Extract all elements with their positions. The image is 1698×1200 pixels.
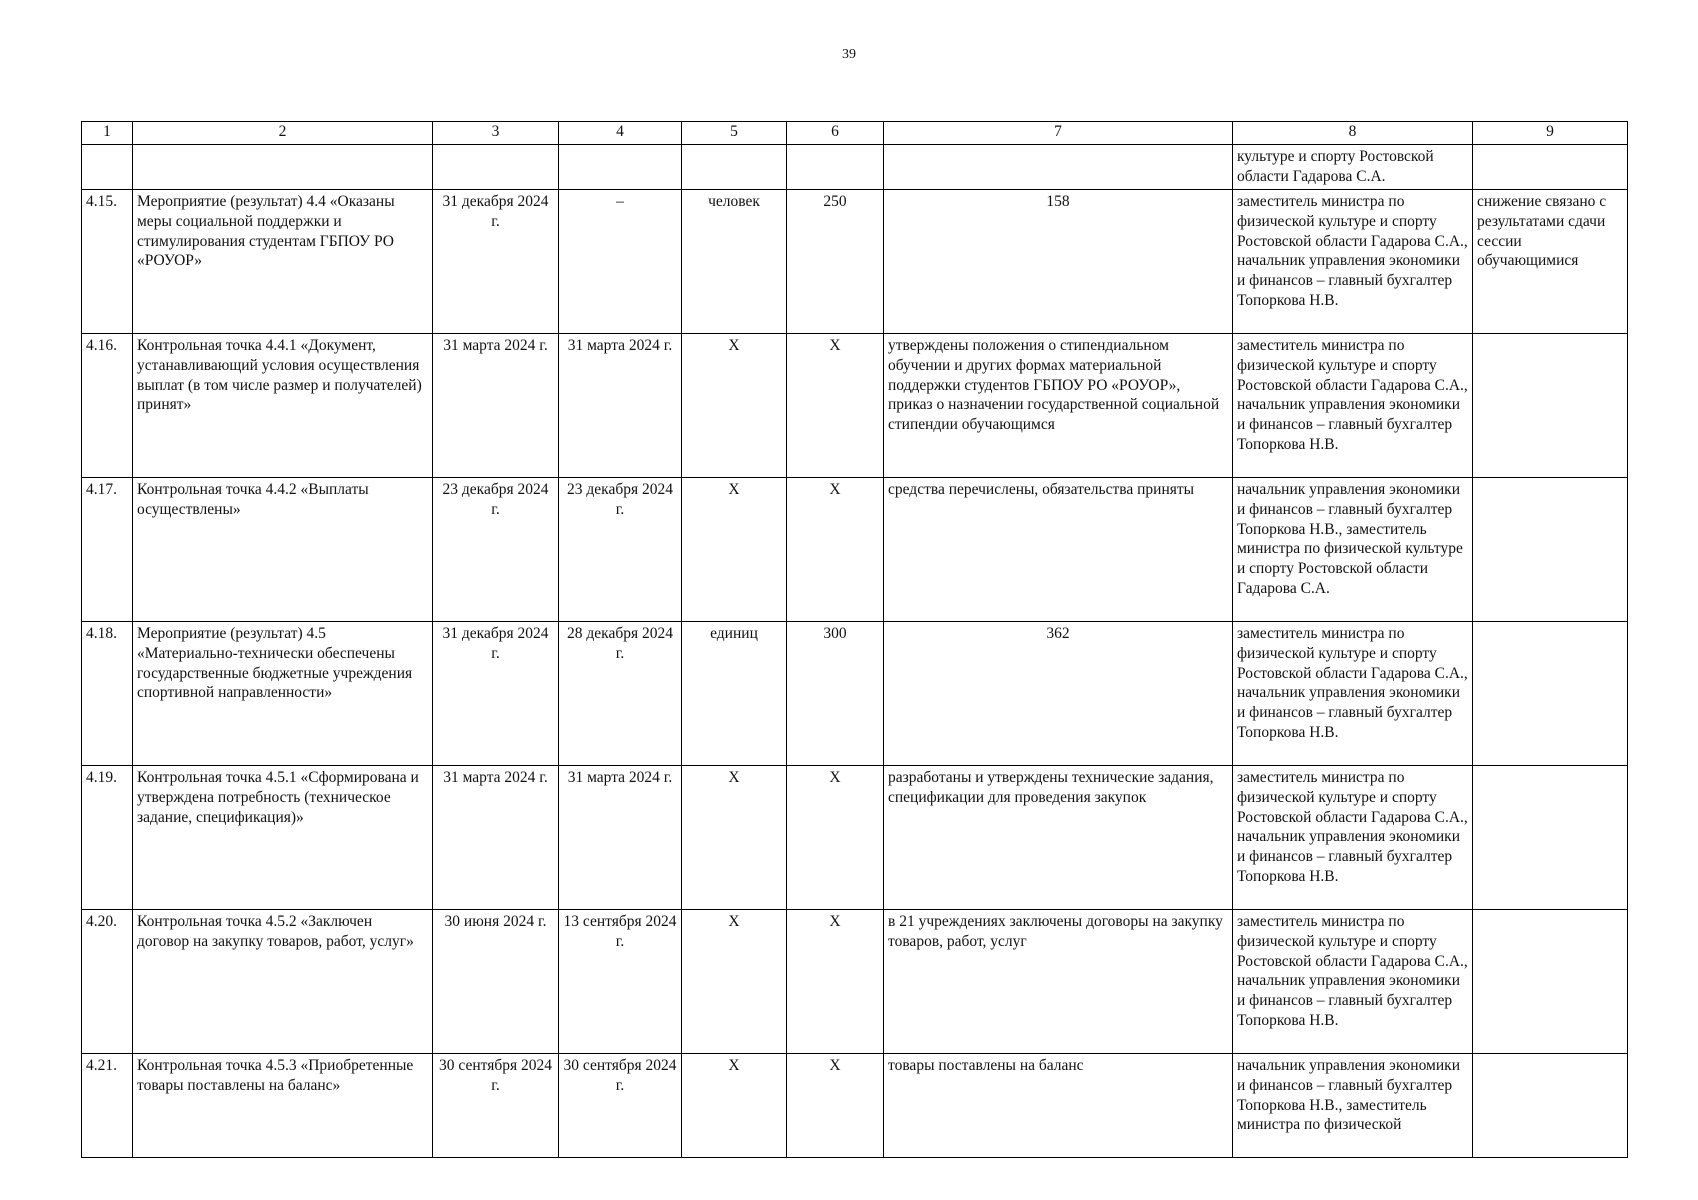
cell-plan-value: Х	[787, 910, 884, 1054]
cell-empty	[82, 145, 133, 190]
cell-responsible: начальник управления экономики и финансов – главный бухгалтер Топоркова Н.В., заместитель министра по физической культуре и спорту Ростовской области Гадарова С.А.	[1233, 478, 1473, 622]
cell-note	[1473, 478, 1628, 622]
cell-unit: Х	[682, 478, 787, 622]
cell-plan-date: 31 декабря 2024 г.	[433, 190, 559, 334]
cell-responsible: заместитель министра по физической культуре и спорту Ростовской области Гадарова С.А., начальник управления экономики и финансов – главный бухгалтер Топоркова Н.В.	[1233, 622, 1473, 766]
cell-title: Контрольная точка 4.4.1 «Документ, устанавливающий условия осуществления выплат (в том числе размер и получателей) принят»	[133, 334, 433, 478]
cell-empty	[433, 145, 559, 190]
cell-num: 4.19.	[82, 766, 133, 910]
cell-empty	[682, 145, 787, 190]
column-header: 6	[787, 122, 884, 145]
cell-result: 158	[884, 190, 1233, 334]
cell-note	[1473, 1054, 1628, 1158]
cell-result: разработаны и утверждены технические задания, спецификации для проведения закупок	[884, 766, 1233, 910]
table-row	[82, 622, 1628, 766]
column-header: 3	[433, 122, 559, 145]
cell-empty	[884, 145, 1233, 190]
cell-unit: Х	[682, 766, 787, 910]
cell-note: снижение связано с результатами сдачи сессии обучающимися	[1473, 190, 1628, 334]
header-row	[82, 122, 1628, 145]
cell-title: Контрольная точка 4.5.3 «Приобретенные товары поставлены на баланс»	[133, 1054, 433, 1158]
cell-unit: Х	[682, 1054, 787, 1158]
column-header: 7	[884, 122, 1233, 145]
cell-plan-date: 30 сентября 2024 г.	[433, 1054, 559, 1158]
cell-num: 4.21.	[82, 1054, 133, 1158]
cell-num: 4.16.	[82, 334, 133, 478]
cell-plan-value: 300	[787, 622, 884, 766]
cell-empty	[1473, 145, 1628, 190]
cell-result: утверждены положения о стипендиальном обучении и других формах материальной поддержки студентов ГБПОУ РО «РОУОР», приказ о назначении государственной социальной стипендии обучающимся	[884, 334, 1233, 478]
cell-note	[1473, 766, 1628, 910]
page-number: 39	[842, 47, 856, 62]
cell-plan-value: Х	[787, 1054, 884, 1158]
cell-num: 4.18.	[82, 622, 133, 766]
cell-result: товары поставлены на баланс	[884, 1054, 1233, 1158]
cell-fact-date: 31 марта 2024 г.	[559, 766, 682, 910]
table-row	[82, 766, 1628, 910]
cell-plan-value: Х	[787, 766, 884, 910]
cell-plan-value: Х	[787, 334, 884, 478]
cell-note	[1473, 622, 1628, 766]
cell-note	[1473, 334, 1628, 478]
cell-fact-date: 31 марта 2024 г.	[559, 334, 682, 478]
cell-responsible: начальник управления экономики и финансов – главный бухгалтер Топоркова Н.В., заместитель министра по физической	[1233, 1054, 1473, 1158]
cell-plan-value: 250	[787, 190, 884, 334]
cell-title: Мероприятие (результат) 4.4 «Оказаны меры социальной поддержки и стимулирования студентам ГБПОУ РО «РОУОР»	[133, 190, 433, 334]
table-row	[82, 910, 1628, 1054]
cell-title: Мероприятие (результат) 4.5 «Материально-технически обеспечены государственные бюджетные учреждения спортивной направленности»	[133, 622, 433, 766]
cell-title: Контрольная точка 4.4.2 «Выплаты осуществлены»	[133, 478, 433, 622]
table-row	[82, 334, 1628, 478]
cell-note	[1473, 910, 1628, 1054]
report-table	[81, 121, 1628, 1158]
cell-empty	[559, 145, 682, 190]
cell-num: 4.17.	[82, 478, 133, 622]
cell-unit: Х	[682, 334, 787, 478]
cell-fact-date: 28 декабря 2024 г.	[559, 622, 682, 766]
cell-result: средства перечислены, обязательства приняты	[884, 478, 1233, 622]
cell-unit: единиц	[682, 622, 787, 766]
column-header: 9	[1473, 122, 1628, 145]
continuation-row	[82, 145, 1628, 190]
cell-plan-date: 31 декабря 2024 г.	[433, 622, 559, 766]
cell-fact-date: 13 сентября 2024 г.	[559, 910, 682, 1054]
cell-fact-date: –	[559, 190, 682, 334]
table-row	[82, 478, 1628, 622]
cell-responsible: заместитель министра по физической культуре и спорту Ростовской области Гадарова С.А., начальник управления экономики и финансов – главный бухгалтер Топоркова Н.В.	[1233, 910, 1473, 1054]
column-header: 8	[1233, 122, 1473, 145]
cell-fact-date: 30 сентября 2024 г.	[559, 1054, 682, 1158]
cell-result: в 21 учреждениях заключены договоры на закупку товаров, работ, услуг	[884, 910, 1233, 1054]
table-row	[82, 1054, 1628, 1158]
cell-plan-value: Х	[787, 478, 884, 622]
cell-unit: Х	[682, 910, 787, 1054]
cell-title: Контрольная точка 4.5.2 «Заключен договор на закупку товаров, работ, услуг»	[133, 910, 433, 1054]
cell-num: 4.20.	[82, 910, 133, 1054]
cell-responsible: заместитель министра по физической культуре и спорту Ростовской области Гадарова С.А., начальник управления экономики и финансов – главный бухгалтер Топоркова Н.В.	[1233, 334, 1473, 478]
cell-num: 4.15.	[82, 190, 133, 334]
cell-plan-date: 30 июня 2024 г.	[433, 910, 559, 1054]
cell-plan-date: 23 декабря 2024 г.	[433, 478, 559, 622]
cell-empty	[787, 145, 884, 190]
column-header: 4	[559, 122, 682, 145]
cell-title: Контрольная точка 4.5.1 «Сформирована и утверждена потребность (техническое задание, спецификация)»	[133, 766, 433, 910]
table-row	[82, 190, 1628, 334]
column-header: 5	[682, 122, 787, 145]
cell-responsible: заместитель министра по физической культуре и спорту Ростовской области Гадарова С.А., начальник управления экономики и финансов – главный бухгалтер Топоркова Н.В.	[1233, 190, 1473, 334]
cell-responsible: культуре и спорту Ростовской области Гадарова С.А.	[1233, 145, 1473, 190]
column-header: 1	[82, 122, 133, 145]
cell-result: 362	[884, 622, 1233, 766]
cell-empty	[133, 145, 433, 190]
cell-plan-date: 31 марта 2024 г.	[433, 766, 559, 910]
cell-unit: человек	[682, 190, 787, 334]
column-header: 2	[133, 122, 433, 145]
cell-responsible: заместитель министра по физической культуре и спорту Ростовской области Гадарова С.А., начальник управления экономики и финансов – главный бухгалтер Топоркова Н.В.	[1233, 766, 1473, 910]
cell-plan-date: 31 марта 2024 г.	[433, 334, 559, 478]
cell-fact-date: 23 декабря 2024 г.	[559, 478, 682, 622]
